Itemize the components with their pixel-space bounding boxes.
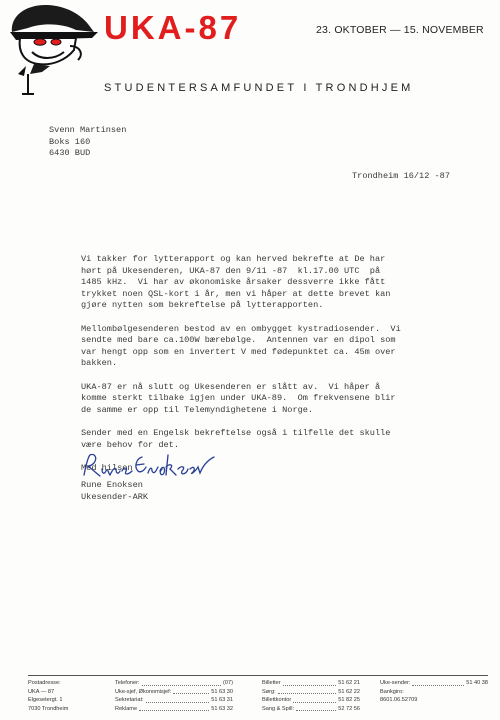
signature-block bbox=[81, 480, 148, 503]
closing: Med hilsen bbox=[81, 462, 133, 473]
letter-date: Trondheim 16/12 -87 bbox=[352, 171, 450, 181]
paragraph-confirmation: Vi takker for lytterapport og kan herved bekrefte at De har hørt på Ukesenderen, UKA-87 den 9/11 -87 kl.17.00 UTC på 1485 kHz. Vi har av økonomiske årsaker dessverre ikke fått trykket noen QSL-kort i år, men vi håper at dette brevet kan gjøre nytten som bekreftelse på lytterapporten. bbox=[81, 254, 391, 311]
paragraph-english: Sender med en Engelsk bekreftelse også i tilfelle det skulle være behov for det. bbox=[81, 427, 391, 450]
paragraph-outlook: UKA-87 er nå slutt og Ukesenderen er slått av. Vi håper å komme sterkt tilbake igjen under UKA-89. Om frekvensene blir de samme er opp til Telemyndighetene i Norge. bbox=[81, 381, 396, 415]
footer-phone-row: Uke-sender: 51 40 38 bbox=[380, 680, 488, 686]
recipient-postal: 6430 BUD bbox=[49, 148, 91, 159]
recipient-street: Boks 160 bbox=[49, 136, 91, 147]
mascot-face-icon bbox=[4, 2, 102, 98]
event-dates: 23. OKTOBER — 15. NOVEMBER bbox=[316, 24, 484, 36]
letter-body bbox=[81, 254, 491, 474]
logo-text: UKA-87 bbox=[104, 9, 242, 46]
footer-phone-row: Sekretariat: 51 63 31 bbox=[115, 697, 233, 704]
recipient-name: Svenn Martinsen bbox=[49, 125, 127, 135]
footer-phone-row: Sørg: 51 62 22 bbox=[262, 688, 360, 695]
footer-address-line3: 7030 Trondheim bbox=[28, 705, 69, 712]
footer-phone-row: Telefoner: (07) bbox=[115, 680, 233, 686]
organization-name: STUDENTERSAMFUNDET I TRONDHJEM bbox=[104, 82, 414, 94]
footer-phone-column-3 bbox=[380, 679, 488, 705]
paragraph-transmitter: Mellombølgesenderen bestod av en ombygget kystradiosender. Vi sendte med bare ca.100W bærebølge. Antennen var en dipol som var hengt opp som en invertert V med fødepunktet ca. 45m over bakken. bbox=[81, 323, 401, 369]
footer-address-line1: UKA — 87 bbox=[28, 688, 55, 695]
footer-phone-row: Sang & Spill: 52 72 56 bbox=[262, 705, 360, 712]
footer-divider bbox=[28, 675, 488, 676]
footer-address-label: Postadresse: bbox=[28, 680, 61, 686]
footer-address bbox=[28, 679, 98, 713]
footer-phone-row: Billetter 51 62 21 bbox=[262, 680, 360, 686]
footer-address-line2: Elgesetergt. 1 bbox=[28, 697, 63, 704]
signer-title: Ukesender-ARK bbox=[81, 491, 149, 502]
footer-bank-label: Bankgiro: bbox=[380, 688, 404, 695]
footer-phone-column-2 bbox=[262, 679, 360, 713]
footer-phone-column-1 bbox=[115, 679, 233, 713]
handwritten-signature bbox=[78, 449, 218, 483]
footer-phone-row: Reklame 51 63 32 bbox=[115, 705, 233, 712]
signer-name: Rune Enoksen bbox=[81, 480, 143, 490]
recipient-address bbox=[49, 125, 126, 160]
footer-phone-row: Uke-sjef, Økonomisjef: 51 63 30 bbox=[115, 688, 233, 695]
footer-phone-row: Billettkontor 51 82 25 bbox=[262, 697, 360, 704]
footer-bank-account: 8601.06.52709 bbox=[380, 697, 418, 704]
